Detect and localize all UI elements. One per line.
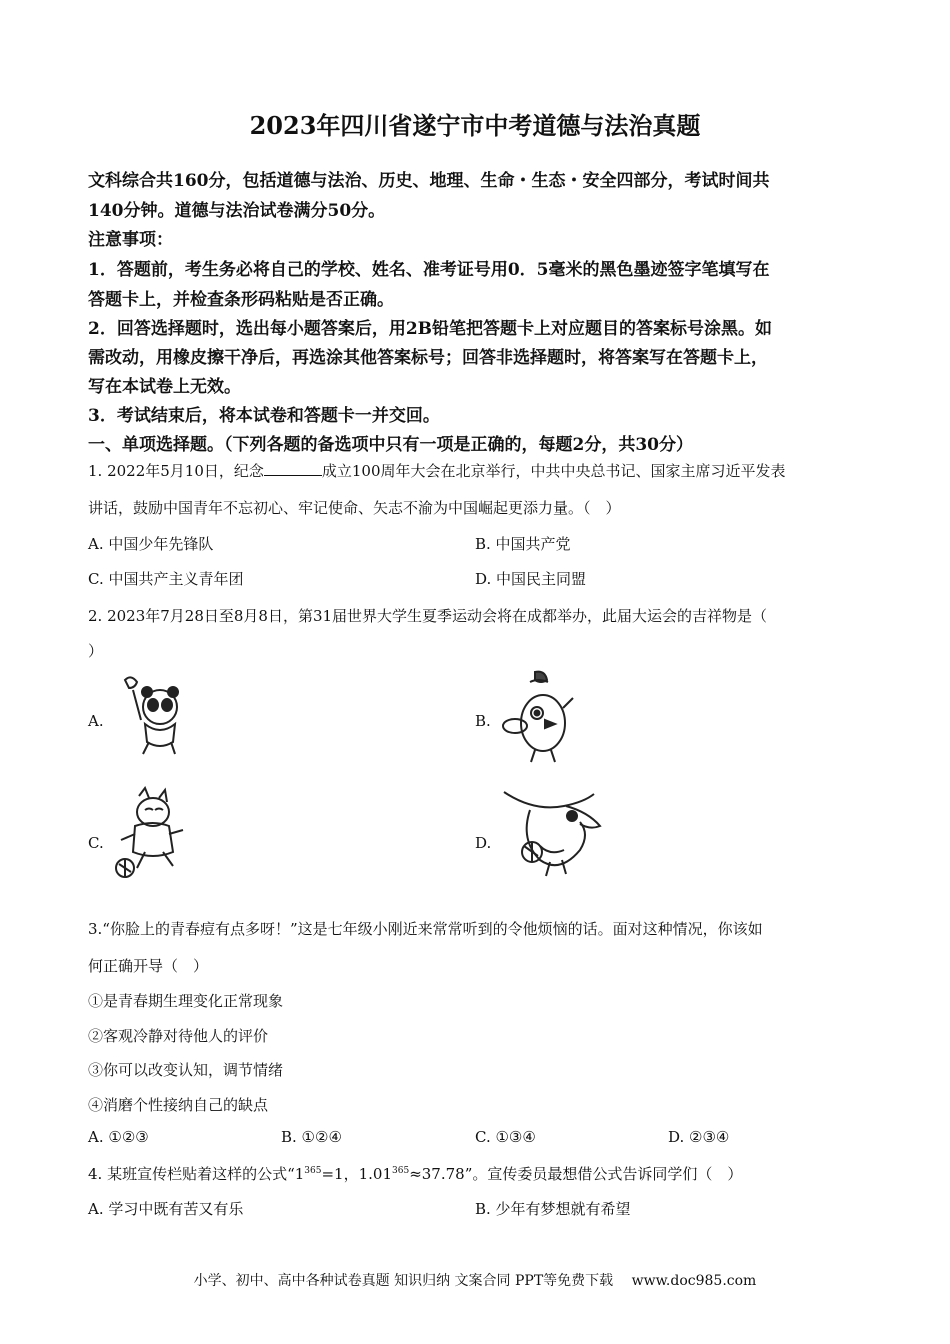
q3-option-a: A. ①②③ <box>88 1128 149 1146</box>
notice-1a: 1．答题前，考生务必将自己的学校、姓名、准考证号用0．5毫米的黑色墨迹签字笔填写在 <box>88 260 770 280</box>
q2-option-d-label: D. <box>475 834 492 852</box>
q1-stem-line-1 <box>88 460 786 481</box>
notice-title: 注意事项： <box>88 230 173 250</box>
q3-option-d: D. ②③④ <box>668 1128 730 1146</box>
q1-stem-part-a: 1. 2022年5月10日，纪念 <box>88 462 264 480</box>
q2-option-b-label: B. <box>475 712 491 730</box>
q3-option-b: B. ①②④ <box>281 1128 342 1146</box>
q1-stem-line-2: 讲话，鼓励中国青年不忘初心、牢记使命、矢志不渝为中国崛起更添力量。（ ） <box>88 499 621 517</box>
q1-stem-part-b: 成立100周年大会在北京举行，中共中央总书记、国家主席习近平发表 <box>321 462 786 480</box>
q2-option-a-label: A. <box>88 712 104 730</box>
q4-option-b: B. 少年有梦想就有希望 <box>475 1200 631 1218</box>
q4-stem <box>88 1163 742 1184</box>
q4-option-a: A. 学习中既有苦又有乐 <box>88 1200 244 1218</box>
q4-stem-pre: 4. 某班宣传栏贴着这样的公式“1 <box>88 1165 305 1183</box>
notice-3: 3．考试结束后，将本试卷和答题卡一并交回。 <box>88 406 440 426</box>
q1-option-b: B. 中国共产党 <box>475 535 571 553</box>
q3-statement-1: ①是青春期生理变化正常现象 <box>88 992 284 1010</box>
notice-2a: 2．回答选择题时，选出每小题答案后，用2B铅笔把答题卡上对应题目的答案标号涂黑。如 <box>88 319 773 339</box>
q2-stem-line-1: 2. 2023年7月28日至8月8日，第31届世界大学生夏季运动会将在成都举办，此届大运会的吉祥物是（ <box>88 607 768 625</box>
q3-option-c: C. ①③④ <box>475 1128 536 1146</box>
bird-mascot-image <box>495 668 585 768</box>
page-title: 2023年四川省遂宁市中考道德与法治真题 <box>249 111 701 140</box>
q4-exponent-2: 365 <box>392 1166 410 1176</box>
intro-line-2: 140分钟。道德与法治试卷满分50分。 <box>88 201 386 221</box>
q1-option-c: C. 中国共产主义青年团 <box>88 570 244 588</box>
notice-2b: 需改动，用橡皮擦干净后，再选涂其他答案标号；回答非选择题时，将答案写在答题卡上， <box>88 348 768 368</box>
bird-kick-mascot-image <box>500 786 610 882</box>
q3-statement-3: ③你可以改变认知，调节情绪 <box>88 1061 284 1079</box>
q4-stem-post: ≈37.78”。宣传委员最想借公式告诉同学们（ ） <box>409 1165 743 1183</box>
notice-2c: 写在本试卷上无效。 <box>88 377 241 397</box>
q3-statement-2: ②客观冷静对待他人的评价 <box>88 1027 269 1045</box>
q3-stem-line-2: 何正确开导（ ） <box>88 957 209 975</box>
q3-statement-4: ④消磨个性接纳自己的缺点 <box>88 1096 269 1114</box>
q3-stem-line-1: 3.“你脸上的青春痘有点多呀！”这是七年级小刚近来常常听到的令他烦恼的话。面对这种情况，你该如 <box>88 920 763 938</box>
wolf-mascot-image <box>105 786 195 882</box>
section-heading: 一、单项选择题。（下列各题的备选项中只有一项是正确的，每题2分，共30分） <box>88 435 693 455</box>
q1-option-d: D. 中国民主同盟 <box>475 570 587 588</box>
q1-blank <box>264 461 322 476</box>
q2-stem-line-2: ） <box>88 642 104 660</box>
q4-stem-mid: =1，1.01 <box>321 1165 392 1183</box>
q2-option-c-label: C. <box>88 834 104 852</box>
panda-mascot-image <box>105 672 195 762</box>
q1-option-a: A. 中国少年先锋队 <box>88 535 214 553</box>
q4-exponent-1: 365 <box>304 1166 322 1176</box>
page-footer: 小学、初中、高中各种试卷真题 知识归纳 文案合同 PPT等免费下载 www.doc985.com <box>193 1273 757 1289</box>
intro-line-1: 文科综合共160分，包括道德与法治、历史、地理、生命・生态・安全四部分，考试时间共 <box>88 171 770 191</box>
notice-1b: 答题卡上，并检查条形码粘贴是否正确。 <box>88 290 394 310</box>
